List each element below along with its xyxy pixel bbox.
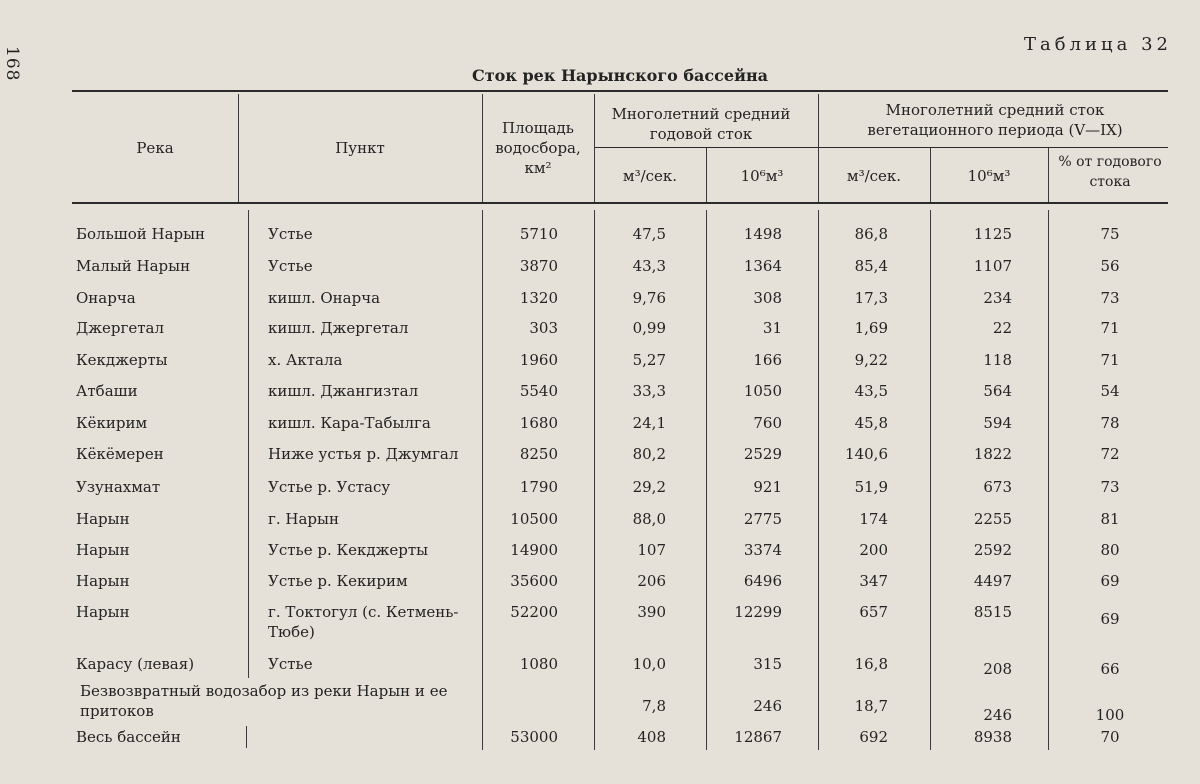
cell-annual-m3s: 24,1 (632, 414, 666, 432)
cell-area: 3870 (519, 257, 558, 275)
cell-point: Устье р. Кекджерты (268, 541, 429, 559)
cell-veg-pct: 81 (1100, 510, 1120, 528)
cell-annual-m3s: 29,2 (632, 478, 666, 496)
cell-annual-10m3: 166 (753, 351, 782, 369)
cell-veg-m3s: 43,5 (854, 382, 888, 400)
cell-area: 10500 (510, 510, 558, 528)
cell-veg-m3s: 347 (859, 572, 888, 590)
cell-area: 1080 (519, 655, 558, 673)
top-rule (72, 90, 1168, 92)
page-number: 168 (2, 46, 22, 82)
header-annual-10m3: 10⁶м³ (740, 167, 784, 185)
cell-river: Безвозвратный водозабор из реки Нарын и ее притоков (80, 682, 448, 720)
cell-annual-10m3: 3374 (743, 541, 782, 559)
cell-annual-10m3: 308 (753, 289, 782, 307)
cell-area: 1790 (519, 478, 558, 496)
cell-annual-m3s: 33,3 (632, 382, 666, 400)
cell-point: Ниже устья р. Джумгал (268, 445, 459, 463)
cell-veg-10m3: 1125 (973, 225, 1012, 243)
cell-veg-m3s: 17,3 (854, 289, 888, 307)
cell-point: Устье (268, 257, 313, 275)
cell-annual-m3s: 5,27 (632, 351, 666, 369)
cell-annual-m3s: 88,0 (632, 510, 666, 528)
cell-annual-m3s: 10,0 (632, 655, 666, 673)
cell-veg-10m3: 4497 (973, 572, 1012, 590)
cell-annual-10m3: 1364 (743, 257, 782, 275)
cell-area: 14900 (510, 541, 558, 559)
cell-veg-pct: 72 (1100, 445, 1120, 463)
cell-annual-m3s: 7,8 (642, 697, 666, 715)
cell-area: 5710 (519, 225, 558, 243)
cell-river: Онарча (76, 289, 136, 307)
cell-annual-m3s: 47,5 (632, 225, 666, 243)
cell-point: кишл. Джергетал (268, 319, 409, 337)
cell-veg-10m3: 22 (992, 319, 1012, 337)
cell-annual-10m3: 31 (762, 319, 782, 337)
cell-veg-m3s: 16,8 (854, 655, 888, 673)
cell-veg-10m3: 118 (983, 351, 1012, 369)
cell-point: Устье (268, 655, 313, 673)
cell-river: Нарын (76, 572, 130, 590)
header-point: Пункт (335, 139, 385, 157)
cell-point: х. Актала (268, 351, 343, 369)
cell-river: Большой Нарын (76, 225, 206, 243)
cell-area: 53000 (510, 728, 558, 746)
cell-veg-m3s: 86,8 (854, 225, 888, 243)
cell-annual-m3s: 107 (637, 541, 666, 559)
header-veg-m3s: м³/сек. (846, 167, 902, 185)
cell-veg-10m3: 1107 (973, 257, 1012, 275)
cell-river: Узунахмат (76, 478, 161, 496)
header-annual-m3s: м³/сек. (622, 167, 678, 185)
cell-annual-m3s: 0,99 (632, 319, 666, 337)
cell-veg-10m3: 673 (983, 478, 1012, 496)
cell-point: кишл. Джангизтал (268, 382, 419, 400)
cell-veg-pct: 73 (1100, 289, 1120, 307)
cell-veg-pct: 100 (1095, 706, 1125, 724)
cell-veg-pct: 54 (1100, 382, 1120, 400)
cell-veg-10m3: 2592 (973, 541, 1012, 559)
cell-point: кишл. Кара-Табылга (268, 414, 431, 432)
cell-area: 303 (529, 319, 558, 337)
header-divider (482, 94, 483, 202)
cell-veg-m3s: 18,7 (854, 697, 888, 715)
cell-veg-m3s: 45,8 (854, 414, 888, 432)
cell-annual-10m3: 12299 (734, 603, 782, 621)
table-title: Сток рек Нарынского бассейна (472, 66, 769, 85)
cell-area: 1960 (519, 351, 558, 369)
subheader-rule (594, 147, 1168, 148)
header-river: Река (136, 139, 174, 157)
column-divider (594, 210, 595, 750)
cell-annual-m3s: 206 (637, 572, 666, 590)
cell-river: Карасу (левая) (76, 655, 195, 673)
header-veg-10m3: 10⁶м³ (967, 167, 1011, 185)
cell-veg-pct: 69 (1100, 572, 1120, 590)
cell-veg-10m3: 208 (983, 660, 1012, 678)
cell-veg-10m3: 2255 (973, 510, 1012, 528)
cell-veg-m3s: 140,6 (845, 445, 888, 463)
cell-veg-m3s: 174 (859, 510, 888, 528)
cell-annual-m3s: 390 (637, 603, 666, 621)
cell-veg-pct: 70 (1100, 728, 1120, 746)
cell-annual-10m3: 315 (753, 655, 782, 673)
cell-annual-10m3: 246 (753, 697, 782, 715)
cell-veg-10m3: 8515 (973, 603, 1012, 621)
cell-point: г. Токтогул (с. Кетмень-Тюбе) (268, 603, 459, 641)
cell-veg-pct: 71 (1100, 351, 1120, 369)
cell-veg-pct: 78 (1100, 414, 1120, 432)
cell-river: Кекджерты (76, 351, 168, 369)
cell-river: Малый Нарын (76, 257, 191, 275)
cell-veg-pct: 80 (1100, 541, 1120, 559)
header-area: Площадь водосбора, км² (495, 119, 581, 177)
cell-veg-pct: 75 (1100, 225, 1120, 243)
cell-point: кишл. Онарча (268, 289, 381, 307)
cell-area: 8250 (519, 445, 558, 463)
column-divider (482, 210, 483, 750)
column-divider (246, 726, 247, 748)
cell-veg-m3s: 692 (859, 728, 888, 746)
cell-veg-10m3: 234 (983, 289, 1012, 307)
cell-veg-m3s: 51,9 (854, 478, 888, 496)
cell-veg-pct: 56 (1100, 257, 1120, 275)
cell-area: 1680 (519, 414, 558, 432)
cell-area: 52200 (510, 603, 558, 621)
cell-veg-pct: 71 (1100, 319, 1120, 337)
cell-annual-10m3: 1498 (743, 225, 782, 243)
cell-veg-pct: 66 (1100, 660, 1120, 678)
cell-veg-m3s: 200 (859, 541, 888, 559)
table-label: Таблица 32 (1024, 34, 1172, 55)
header-veg-pct: % от годового стока (1058, 154, 1162, 190)
cell-veg-m3s: 1,69 (854, 319, 888, 337)
cell-annual-m3s: 9,76 (632, 289, 666, 307)
cell-veg-10m3: 564 (983, 382, 1012, 400)
cell-annual-10m3: 760 (753, 414, 782, 432)
cell-annual-10m3: 6496 (743, 572, 782, 590)
cell-annual-10m3: 1050 (743, 382, 782, 400)
cell-river: Нарын (76, 510, 130, 528)
cell-annual-10m3: 2775 (743, 510, 782, 528)
cell-annual-m3s: 43,3 (632, 257, 666, 275)
cell-river: Нарын (76, 541, 130, 559)
cell-area: 5540 (519, 382, 558, 400)
cell-annual-m3s: 408 (637, 728, 666, 746)
cell-area: 1320 (519, 289, 558, 307)
cell-annual-10m3: 12867 (734, 728, 782, 746)
cell-veg-10m3: 8938 (973, 728, 1012, 746)
cell-annual-10m3: 2529 (743, 445, 782, 463)
cell-river: Весь бассейн (76, 728, 181, 746)
cell-point: Устье р. Устасу (268, 478, 391, 496)
cell-river: Атбаши (76, 382, 138, 400)
cell-veg-m3s: 657 (859, 603, 888, 621)
cell-point: Устье р. Кекирим (268, 572, 408, 590)
cell-veg-m3s: 85,4 (854, 257, 888, 275)
column-divider (248, 210, 249, 678)
cell-river: Нарын (76, 603, 130, 621)
cell-veg-m3s: 9,22 (854, 351, 888, 369)
cell-veg-pct: 73 (1100, 478, 1120, 496)
cell-river: Кёкёмерен (76, 445, 164, 463)
header-bottom-rule (72, 202, 1168, 204)
cell-point: Устье (268, 225, 313, 243)
header-veg-group: Многолетний средний сток вегетационного периода (V—IX) (867, 101, 1123, 139)
cell-veg-10m3: 1822 (973, 445, 1012, 463)
header-annual-group: Многолетний средний годовой сток (611, 105, 791, 143)
cell-veg-10m3: 246 (983, 706, 1012, 724)
column-divider (1048, 210, 1049, 750)
cell-veg-pct: 69 (1100, 610, 1120, 628)
cell-point: г. Нарын (268, 510, 339, 528)
cell-annual-10m3: 921 (753, 478, 782, 496)
cell-veg-10m3: 594 (983, 414, 1012, 432)
cell-river: Кёкирим (76, 414, 148, 432)
cell-river: Джергетал (76, 319, 164, 337)
cell-annual-m3s: 80,2 (632, 445, 666, 463)
cell-area: 35600 (510, 572, 558, 590)
header-divider (1048, 148, 1049, 202)
